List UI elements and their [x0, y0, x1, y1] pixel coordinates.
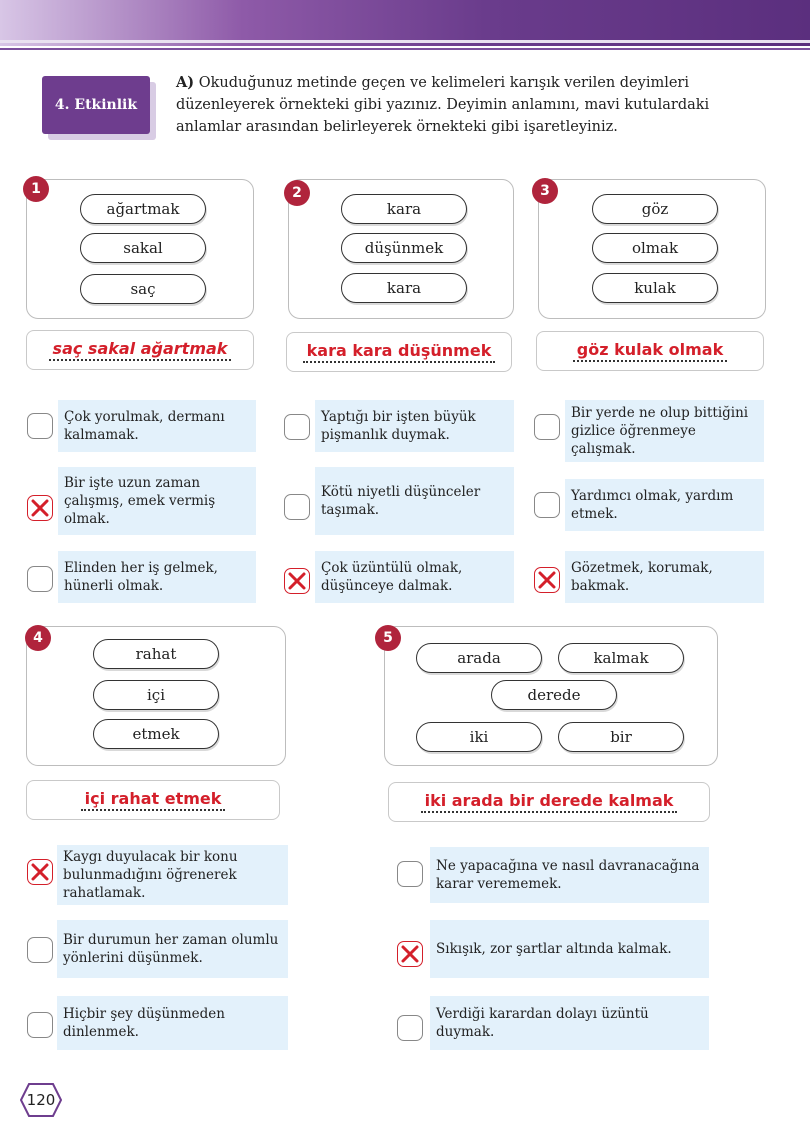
- option-text: Bir işte uzun zaman çalışmış, emek vermiş olmak.: [58, 467, 256, 535]
- item-number-3: 3: [532, 178, 558, 204]
- item-number-5: 5: [375, 625, 401, 651]
- word-card[interactable]: göz: [592, 194, 718, 224]
- option-checkbox[interactable]: [27, 1012, 53, 1038]
- word-card[interactable]: düşünmek: [341, 233, 467, 263]
- word-card[interactable]: saç: [80, 274, 206, 304]
- option-checkbox[interactable]: [27, 859, 53, 885]
- word-card[interactable]: kalmak: [558, 643, 684, 673]
- answer-box-3[interactable]: [536, 331, 764, 371]
- cross-mark-icon: [400, 944, 420, 964]
- option-checkbox[interactable]: [534, 492, 560, 518]
- option-checkbox[interactable]: [284, 494, 310, 520]
- cross-mark-icon: [30, 862, 50, 882]
- option-text: Elinden her iş gelmek, hünerli olmak.: [58, 551, 256, 603]
- option-checkbox[interactable]: [27, 937, 53, 963]
- word-card[interactable]: etmek: [93, 719, 219, 749]
- option-text: Çok yorulmak, dermanı kalmamak.: [58, 400, 256, 452]
- word-card[interactable]: rahat: [93, 639, 219, 669]
- answer-box-4[interactable]: [26, 780, 280, 820]
- option-text: Çok üzüntülü olmak, düşünceye dalmak.: [315, 551, 514, 603]
- word-card[interactable]: kara: [341, 273, 467, 303]
- page-number-text: 120: [26, 1091, 56, 1109]
- option-text: Yardımcı olmak, yardım etmek.: [565, 479, 764, 531]
- cross-mark-icon: [30, 498, 50, 518]
- answer-box-1[interactable]: [26, 330, 254, 370]
- option-checkbox[interactable]: [27, 566, 53, 592]
- word-card[interactable]: iki: [416, 722, 542, 752]
- instruction-text: Okuduğunuz metinde geçen ve kelimeleri karışık verilen deyimleri düzenleyerek örnekteki gibi yazınız. Deyimin anlamını, mavi kutulardaki anlamlar arasından belirleyerek örnekteki gibi işaretleyiniz.: [176, 75, 710, 135]
- option-checkbox[interactable]: [534, 414, 560, 440]
- answer-text: saç sakal ağartmak: [49, 339, 232, 361]
- option-text: Verdiği karardan dolayı üzüntü duymak.: [430, 996, 709, 1050]
- word-card[interactable]: kara: [341, 194, 467, 224]
- part-label: A): [176, 74, 195, 91]
- item-number-4: 4: [25, 625, 51, 651]
- option-text: Sıkışık, zor şartlar altında kalmak.: [430, 920, 709, 978]
- word-card[interactable]: olmak: [592, 233, 718, 263]
- word-card[interactable]: ağartmak: [80, 194, 206, 224]
- option-checkbox[interactable]: [27, 495, 53, 521]
- option-text: Gözetmek, korumak, bakmak.: [565, 551, 764, 603]
- option-checkbox[interactable]: [397, 1015, 423, 1041]
- answer-text: iki arada bir derede kalmak: [421, 791, 678, 813]
- cross-mark-icon: [287, 571, 307, 591]
- option-text: Bir durumun her zaman olumlu yönlerini düşünmek.: [57, 920, 288, 978]
- answer-text: kara kara düşünmek: [303, 341, 496, 363]
- activity-instruction: [176, 72, 766, 138]
- item-number-1: 1: [23, 176, 49, 202]
- answer-box-5[interactable]: [388, 782, 710, 822]
- option-text: Kaygı duyulacak bir konu bulunmadığını öğrenerek rahatlamak.: [57, 845, 288, 905]
- item-number-2: 2: [284, 180, 310, 206]
- cross-mark-icon: [537, 570, 557, 590]
- word-card[interactable]: derede: [491, 680, 617, 710]
- option-text: Yaptığı bir işten büyük pişmanlık duymak.: [315, 400, 514, 452]
- option-text: Kötü niyetli düşünceler taşımak.: [315, 467, 514, 535]
- word-card[interactable]: içi: [93, 680, 219, 710]
- option-text: Hiçbir şey düşünmeden dinlenmek.: [57, 996, 288, 1050]
- activity-badge: 4. Etkinlik: [42, 76, 150, 134]
- answer-text: göz kulak olmak: [573, 340, 727, 362]
- word-card[interactable]: arada: [416, 643, 542, 673]
- option-text: Ne yapacağına ve nasıl davranacağına karar verememek.: [430, 847, 709, 903]
- option-checkbox[interactable]: [397, 861, 423, 887]
- answer-text: içi rahat etmek: [81, 789, 226, 811]
- answer-box-2[interactable]: [286, 332, 512, 372]
- option-checkbox[interactable]: [284, 568, 310, 594]
- option-checkbox[interactable]: [27, 413, 53, 439]
- header-divider-accent: [0, 48, 810, 50]
- word-card[interactable]: sakal: [80, 233, 206, 263]
- page-number: [20, 1083, 62, 1117]
- option-checkbox[interactable]: [284, 414, 310, 440]
- word-card[interactable]: bir: [558, 722, 684, 752]
- header-divider: [0, 40, 810, 43]
- word-card[interactable]: kulak: [592, 273, 718, 303]
- option-checkbox[interactable]: [397, 941, 423, 967]
- option-text: Bir yerde ne olup bittiğini gizlice öğrenmeye çalışmak.: [565, 400, 764, 462]
- option-checkbox[interactable]: [534, 567, 560, 593]
